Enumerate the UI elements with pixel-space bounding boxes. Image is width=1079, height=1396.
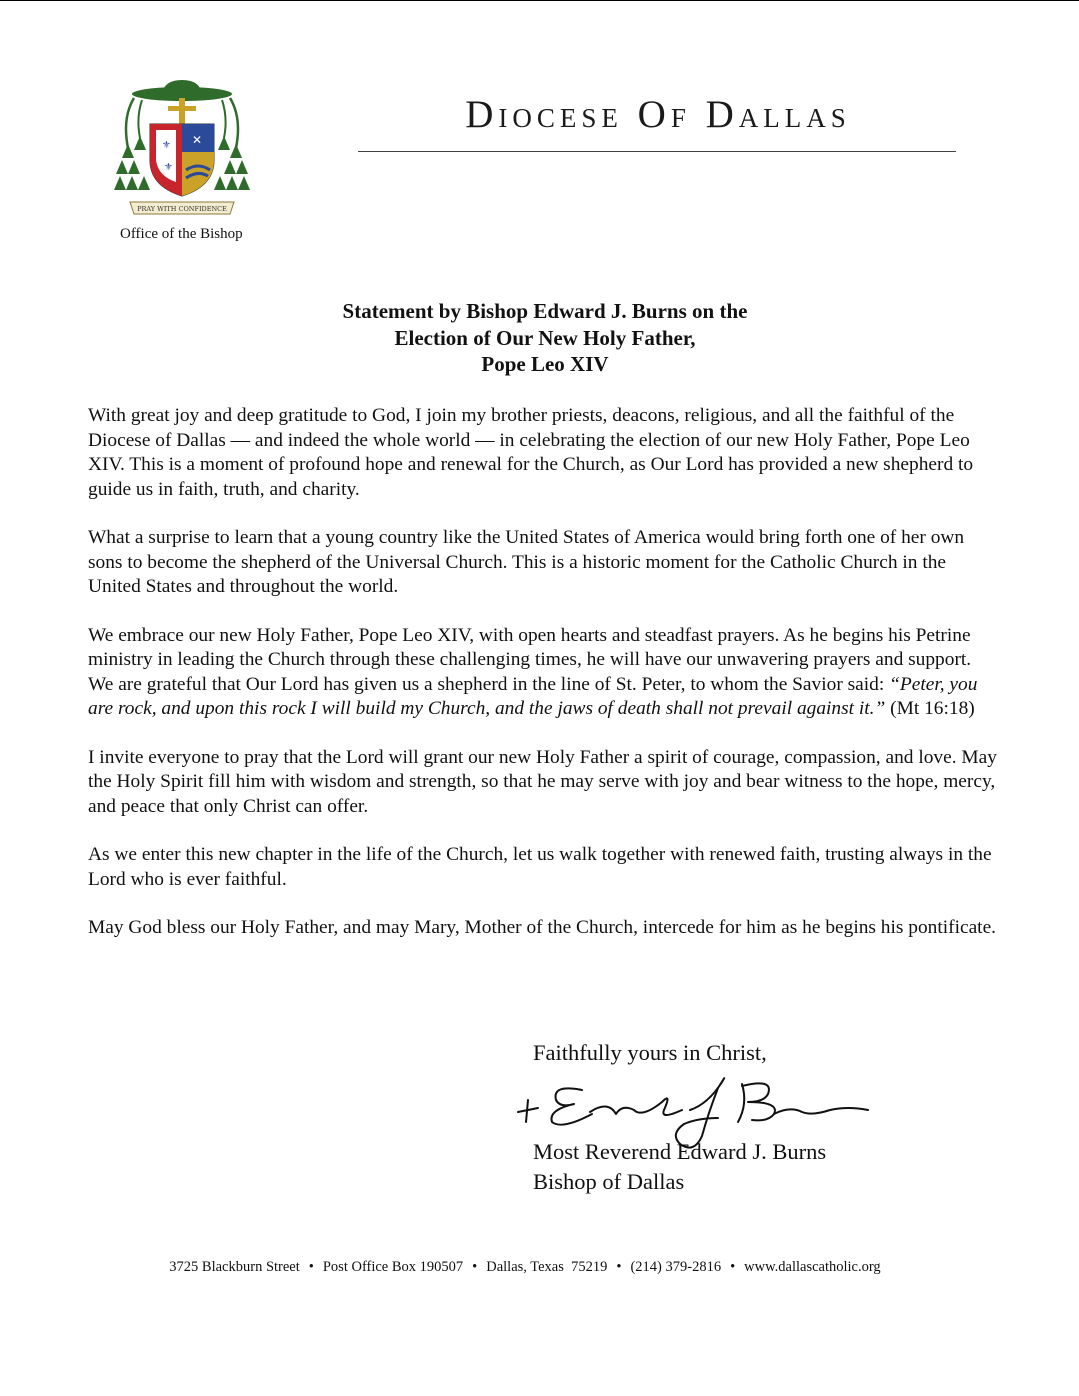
footer-separator: • xyxy=(472,1259,478,1275)
footer-city: Dallas, Texas 75219 xyxy=(486,1259,608,1275)
masthead-part1: Diocese Of xyxy=(465,93,706,136)
coat-of-arms-icon xyxy=(112,78,252,226)
scripture-citation: (Mt 16:18) xyxy=(890,698,975,719)
body-paragraph: I invite everyone to pray that the Lord will grant our new Holy Father a spirit of courage, compassion, and love. May the Holy Spirit fill him with wisdom and strength, so that he may serve with joy and bear witness to the hope, mercy, and peace that only Christ can offer. xyxy=(88,746,997,817)
svg-text:PRAY WITH CONFIDENCE: PRAY WITH CONFIDENCE xyxy=(137,205,227,213)
masthead-part2: Dallas xyxy=(705,93,851,136)
svg-text:⚜: ⚜ xyxy=(162,140,171,151)
masthead-divider xyxy=(358,151,956,152)
statement-body xyxy=(88,404,998,965)
statement-title xyxy=(100,298,990,378)
title-line: Election of Our New Holy Father, xyxy=(394,325,696,350)
footer-phone: (214) 379-2816 xyxy=(630,1259,722,1275)
title-line: Statement by Bishop Edward J. Burns on the xyxy=(342,299,748,323)
closing-salutation: Faithfully yours in Christ, xyxy=(533,1040,767,1065)
footer-address xyxy=(0,1259,1050,1276)
footer-website: www.dallascatholic.org xyxy=(744,1259,881,1275)
footer-separator: • xyxy=(730,1259,736,1275)
signatory-block xyxy=(533,1137,826,1196)
footer-separator: • xyxy=(308,1259,314,1275)
title-line: Pope Leo XIV xyxy=(481,352,609,376)
body-paragraph: With great joy and deep gratitude to God, I join my brother priests, deacons, religious, and all the faithful of the Diocese of Dallas — and indeed the whole world — in celebrating the election of our new Holy Father, Pope Leo XIV. This is a moment of profound hope and renewal for the Church, as Our Lord has provided a new shepherd to guide us in faith, truth, and charity. xyxy=(88,405,974,500)
body-paragraph-with-quote xyxy=(88,624,998,722)
body-paragraph: May God bless our Holy Father, and may Mary, Mother of the Church, intercede for him as he begins his pontificate. xyxy=(88,917,997,938)
footer-separator: • xyxy=(616,1259,622,1275)
top-border-line xyxy=(0,0,1079,1)
signatory-role: Bishop of Dallas xyxy=(533,1168,685,1194)
diocese-masthead xyxy=(358,92,958,137)
signatory-name: Most Reverend Edward J. Burns xyxy=(533,1139,827,1164)
body-paragraph: As we enter this new chapter in the life of the Church, let us walk together with renewed faith, trusting always in the Lord who is ever faithful. xyxy=(88,844,992,890)
paragraph-text: We embrace our new Holy Father, Pope Leo XIV, with open hearts and steadfast prayers. As he begins his Petrine ministry in leading the Church through these challenging times, he will have our unwavering prayers and support. We are grateful that Our Lord has given us a shepherd in the line of St. Peter, to whom the Savior said: xyxy=(88,624,972,695)
svg-text:⚜: ⚜ xyxy=(164,162,173,173)
scripture-quote: “Peter, you are rock, and upon this rock I will build my Church, and the jaws of death shall not prevail against it.” xyxy=(88,673,978,719)
footer-street: 3725 Blackburn Street xyxy=(169,1259,300,1275)
footer-po-box: Post Office Box 190507 xyxy=(322,1259,464,1275)
svg-text:✕: ✕ xyxy=(192,133,203,147)
body-paragraph: What a surprise to learn that a young country like the United States of America would bring forth one of her own sons to become the shepherd of the Universal Church. This is a historic moment for the Catholic Church in the United States and throughout the world. xyxy=(88,527,965,597)
office-of-bishop-label: Office of the Bishop xyxy=(120,226,243,242)
